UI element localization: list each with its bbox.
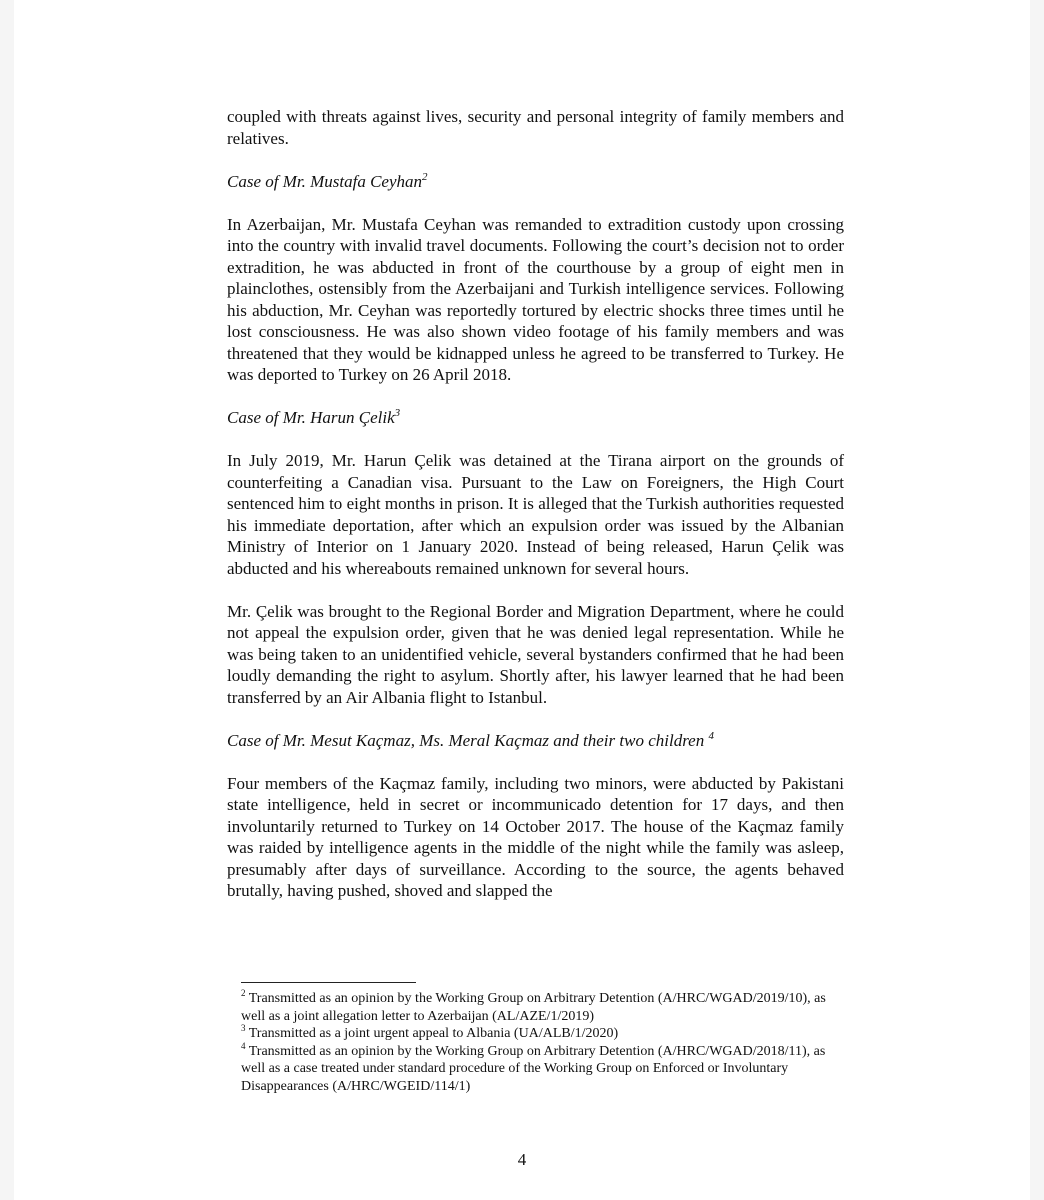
page-number: 4 bbox=[517, 1150, 527, 1169]
case-paragraph-celik-1: In July 2019, Mr. Harun Çelik was detained at the Tirana airport on the grounds of counterfeiting a Canadian visa. Pursuant to the Law on Foreigners, the High Court sentenced him to eight months in prison. It is alleged that the Turkish authorities requested his immediate deportation, after which an expulsion order was issued by the Albanian Ministry of Interior on 1 January 2020. Instead of being released, Harun Çelik was abducted and his whereabouts remained unknown for several hours. bbox=[227, 451, 844, 578]
footnote-number: 2 bbox=[241, 988, 246, 999]
document-body bbox=[227, 106, 844, 902]
footnote-3 bbox=[241, 1025, 861, 1043]
case-heading-kacmaz bbox=[227, 730, 844, 752]
intro-paragraph: coupled with threats against lives, security and personal integrity of family members and relatives. bbox=[227, 107, 844, 148]
case-paragraph-celik-2: Mr. Çelik was brought to the Regional Border and Migration Department, where he could not appeal the expulsion order, given that he was denied legal representation. While he was being taken to an unidentified vehicle, several bystanders confirmed that he had been loudly demanding the right to asylum. Shortly after, his lawyer learned that he had been transferred by an Air Albania flight to Istanbul. bbox=[227, 601, 844, 707]
case-heading-ceyhan-text: Case of Mr. Mustafa Ceyhan bbox=[227, 171, 423, 191]
footnote-2 bbox=[241, 990, 861, 1025]
footnote-number: 3 bbox=[241, 1023, 246, 1034]
footnote-ref-2[interactable]: 2 bbox=[422, 170, 428, 183]
case-heading-kacmaz-text: Case of Mr. Mesut Kaçmaz, Ms. Meral Kaçmaz and their two children bbox=[227, 730, 705, 750]
footnote-number: 4 bbox=[241, 1040, 246, 1051]
case-heading-ceyhan bbox=[227, 171, 844, 193]
footnote-ref-3[interactable]: 3 bbox=[394, 407, 401, 420]
footnote-text: Transmitted as an opinion by the Working Group on Arbitrary Detention (A/HRC/WGAD/2018/11), as bbox=[248, 1043, 826, 1059]
case-paragraph-ceyhan: In Azerbaijan, Mr. Mustafa Ceyhan was remanded to extradition custody upon crossing into the country with invalid travel documents. Following the court’s decision not to order extradition, he was abducted in front of the courthouse by a group of eight men in plainclothes, ostensibly from the Azerbaijani and Turkish intelligence services. Following his abduction, Mr. Ceyhan was reportedly tortured by electric shocks three times until he lost consciousness. He was also shown video footage of his family members and was threatened that they would be kidnapped unless he agreed to be transferred to Turkey. He was deported to Turkey on 26 April 2018. bbox=[227, 214, 844, 384]
case-paragraph-kacmaz: Four members of the Kaçmaz family, including two minors, were abducted by Pakistani state intelligence, held in secret or incommunicado detention for 17 days, and then involuntarily returned to Turkey on 14 October 2017. The house of the Kaçmaz family was raided by intelligence agents in the middle of the night while the family was asleep, presumably after days of surveillance. According to the source, the agents behaved brutally, having pushed, shoved and slapped the bbox=[227, 773, 844, 900]
case-heading-celik-text: Case of Mr. Harun Çelik bbox=[227, 408, 395, 427]
footnote-text: well as a case treated under standard procedure of the Working Group on Enforced or Involuntary bbox=[241, 1061, 789, 1076]
footnotes bbox=[241, 990, 861, 1095]
footnote-ref-4[interactable]: 4 bbox=[708, 729, 714, 742]
case-heading-celik bbox=[227, 407, 844, 429]
footnote-text: Transmitted as an opinion by the Working Group on Arbitrary Detention (A/HRC/WGAD/2019/10), as bbox=[248, 991, 826, 1006]
footnote-text: Transmitted as a joint urgent appeal to Albania (UA/ALB/1/2020) bbox=[248, 1026, 619, 1041]
footnote-separator bbox=[241, 982, 416, 983]
footnote-4 bbox=[241, 1040, 861, 1096]
footnote-text: Disappearances (A/HRC/WGEID/114/1) bbox=[241, 1078, 471, 1094]
footnote-text: well as a joint allegation letter to Azerbaijan (AL/AZE/1/2019) bbox=[241, 1008, 595, 1024]
